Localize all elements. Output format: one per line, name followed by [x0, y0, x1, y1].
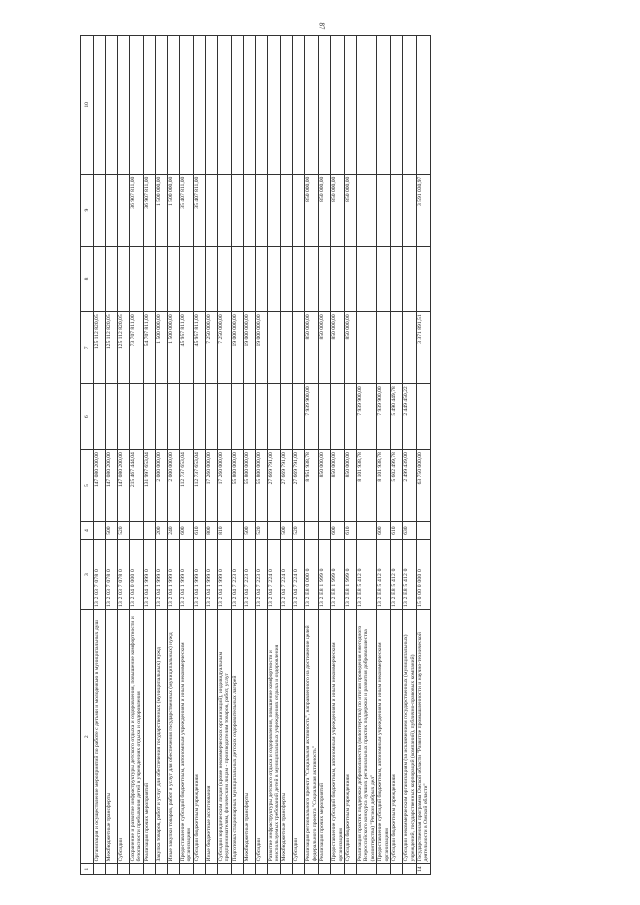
value-col9: 35 407 811,00 — [193, 174, 205, 246]
row-name: Иные закупки товаров, работ и услуг для обеспечения государственных (муниципальных) нужд — [167, 610, 179, 864]
row-code: 13 2 04 1 999 0 — [205, 540, 217, 610]
row-type — [94, 522, 106, 540]
row-code: 13 2 E8 5 412 0 — [391, 540, 403, 610]
table-row — [377, 36, 391, 875]
value-col9 — [205, 174, 217, 246]
row-type: 500 — [106, 522, 118, 540]
value-col9 — [403, 174, 417, 246]
value-col8 — [357, 246, 377, 312]
value-col7: 19 000 000,00 — [255, 312, 267, 384]
value-col8 — [118, 246, 130, 312]
value-col8 — [331, 246, 345, 312]
row-code: 13 2 04 1 999 0 — [179, 540, 193, 610]
value-col5: 5 602 499,78 — [391, 450, 403, 522]
value-col6 — [106, 384, 118, 450]
value-col7: 7 250 000,00 — [205, 312, 217, 384]
row-name: Иные бюджетные ассигнования — [205, 610, 217, 864]
row-name: Реализация регионального проекта "Социальная активность", направленного на достижение целей федерального проекта "Социальная активность" — [305, 610, 319, 864]
value-col10 — [143, 36, 155, 175]
table-row — [118, 36, 130, 875]
row-number — [179, 864, 193, 875]
row-number — [305, 864, 319, 875]
value-col9 — [267, 174, 281, 246]
row-code: 15 0 00 0 000 0 — [417, 540, 431, 610]
value-col6: 7 939 900,00 — [357, 384, 377, 450]
page-number: 87 — [317, 22, 326, 30]
row-number — [319, 864, 331, 875]
row-type: 600 — [179, 522, 193, 540]
row-name: Реализация прочих мероприятий — [319, 610, 331, 864]
col-header: 3 — [81, 540, 94, 610]
value-col10 — [217, 36, 231, 175]
row-code: 13 2 03 7 078 0 — [106, 540, 118, 610]
value-col8 — [417, 246, 431, 312]
value-col7 — [357, 312, 377, 384]
table-row — [305, 36, 319, 875]
row-number — [106, 864, 118, 875]
value-col5: 55 800 000,00 — [255, 450, 267, 522]
value-col7: 1 500 000,00 — [155, 312, 167, 384]
value-col8 — [255, 246, 267, 312]
table-row — [403, 36, 417, 875]
value-col6: 2 449 450,22 — [403, 384, 417, 450]
row-number — [281, 864, 293, 875]
table-row — [179, 36, 193, 875]
row-name: Субсидии бюджетным учреждениям — [391, 610, 403, 864]
row-code: 13 2 04 1 999 0 — [155, 540, 167, 610]
value-col9: 850 000,00 — [319, 174, 331, 246]
row-code: 13 2 04 1 999 0 — [217, 540, 231, 610]
row-name: Предоставление субсидий бюджетным, автономным учреждениям и иным некоммерческим организациям — [331, 610, 345, 864]
row-number — [345, 864, 357, 875]
row-code: 13 2 04 7 223 0 — [255, 540, 267, 610]
row-number — [155, 864, 167, 875]
row-type: 240 — [167, 522, 179, 540]
value-col6 — [331, 384, 345, 450]
row-name: Закупка товаров, работ и услуг для обеспечения государственных (муниципальных) нужд — [155, 610, 167, 864]
value-col8 — [293, 246, 305, 312]
row-type — [357, 522, 377, 540]
value-col9 — [255, 174, 267, 246]
budget-table — [80, 35, 431, 875]
value-col5: 8 951 938,78 — [305, 450, 319, 522]
table-row — [94, 36, 106, 875]
value-col6 — [205, 384, 217, 450]
value-col10 — [345, 36, 357, 175]
value-col7: 54 707 811,00 — [143, 312, 155, 384]
table-row — [130, 36, 144, 875]
value-col7 — [403, 312, 417, 384]
table-row — [167, 36, 179, 875]
value-col6 — [417, 384, 431, 450]
row-type: 810 — [217, 522, 231, 540]
row-number: 14 — [417, 864, 431, 875]
value-col9: 1 500 000,00 — [167, 174, 179, 246]
value-col8 — [231, 246, 243, 312]
col-header: 10 — [81, 36, 94, 175]
table-row — [243, 36, 255, 875]
row-type: 610 — [193, 522, 205, 540]
value-col7: 73 707 811,00 — [130, 312, 144, 384]
row-code: 13 2 04 1 999 0 — [143, 540, 155, 610]
value-col5: 8 101 938,78 — [357, 450, 377, 522]
value-col10 — [179, 36, 193, 175]
value-col7: 45 957 811,00 — [193, 312, 205, 384]
value-col6 — [267, 384, 281, 450]
row-number — [193, 864, 205, 875]
value-col10 — [255, 36, 267, 175]
value-col10 — [267, 36, 281, 175]
value-col7: 7 250 000,00 — [217, 312, 231, 384]
value-col5: 63 750 000,00 — [417, 450, 431, 522]
value-col7: 125 112 820,05 — [118, 312, 130, 384]
value-col6 — [281, 384, 293, 450]
value-col10 — [106, 36, 118, 175]
value-col7: 850 000,00 — [331, 312, 345, 384]
value-col7 — [377, 312, 391, 384]
row-type — [130, 522, 144, 540]
value-col7: 19 000 000,00 — [231, 312, 243, 384]
value-col10 — [281, 36, 293, 175]
value-col9 — [391, 174, 403, 246]
row-code: 13 2 03 7 078 0 — [94, 540, 106, 610]
row-number — [391, 864, 403, 875]
row-type: 600 — [331, 522, 345, 540]
value-col9 — [118, 174, 130, 246]
col-header: 4 — [81, 522, 94, 540]
table-row — [345, 36, 357, 875]
row-name: Субсидии — [255, 610, 267, 864]
value-col6 — [293, 384, 305, 450]
row-type: 610 — [345, 522, 357, 540]
row-type — [305, 522, 319, 540]
value-col6 — [231, 384, 243, 450]
value-col8 — [179, 246, 193, 312]
table-row — [155, 36, 167, 875]
value-col5: 147 080 200,00 — [106, 450, 118, 522]
table-row — [106, 36, 118, 875]
row-code: 13 2 04 1 999 0 — [193, 540, 205, 610]
value-col8 — [155, 246, 167, 312]
value-col6 — [143, 384, 155, 450]
row-name: Межбюджетные трансферты — [281, 610, 293, 864]
value-col9 — [106, 174, 118, 246]
value-col9 — [217, 174, 231, 246]
value-col9 — [94, 174, 106, 246]
value-col10 — [319, 36, 331, 175]
row-name: Субсидии бюджетным учреждениям — [345, 610, 357, 864]
value-col8 — [106, 246, 118, 312]
row-code: 13 2 04 7 223 0 — [243, 540, 255, 610]
row-code: 13 2 E8 5 412 0 — [403, 540, 417, 610]
value-col10 — [118, 36, 130, 175]
value-col8 — [217, 246, 231, 312]
value-col5: 112 737 653,04 — [179, 450, 193, 522]
value-col6 — [118, 384, 130, 450]
row-number — [243, 864, 255, 875]
value-col5: 17 260 000,00 — [217, 450, 231, 522]
row-number — [167, 864, 179, 875]
value-col7: 850 000,00 — [305, 312, 319, 384]
row-number — [331, 864, 345, 875]
row-type — [143, 522, 155, 540]
row-code: 13 2 04 1 999 0 — [167, 540, 179, 610]
value-col10 — [417, 36, 431, 175]
row-name: Предоставление субсидий бюджетным, автономным учреждениям и иным некоммерческим организациям — [377, 610, 391, 864]
value-col5: 112 737 653,04 — [193, 450, 205, 522]
row-name: Подготовка стационарных муниципальных детских оздоровительных лагерей — [231, 610, 243, 864]
value-col7 — [293, 312, 305, 384]
value-col6: 7 939 900,00 — [377, 384, 391, 450]
row-number — [143, 864, 155, 875]
table-row — [205, 36, 217, 875]
row-name: Предоставление субсидий бюджетным, автономным учреждениям и иным некоммерческим организациям — [179, 610, 193, 864]
value-col7: 125 112 820,05 — [106, 312, 118, 384]
value-col8 — [167, 246, 179, 312]
value-col8 — [267, 246, 281, 312]
table-row — [193, 36, 205, 875]
row-type: 610 — [391, 522, 403, 540]
row-number — [255, 864, 267, 875]
value-col8 — [319, 246, 331, 312]
row-name: Субсидии некоммерческим организациям (за исключением государственных (муниципальных) учреждений, государственных корпораций (компаний), публично-правовых компаний) — [403, 610, 417, 864]
value-col8 — [377, 246, 391, 312]
value-col5: 850 000,00 — [345, 450, 357, 522]
value-col10 — [305, 36, 319, 175]
value-col10 — [193, 36, 205, 175]
value-col5: 2 000 000,00 — [155, 450, 167, 522]
row-number — [293, 864, 305, 875]
table-row — [293, 36, 305, 875]
value-col10 — [94, 36, 106, 175]
value-col5: 2 499 439,00 — [403, 450, 417, 522]
row-type: 520 — [118, 522, 130, 540]
value-col7: 850 000,00 — [319, 312, 331, 384]
col-header: 5 — [81, 450, 94, 522]
value-col8 — [94, 246, 106, 312]
row-number — [205, 864, 217, 875]
value-col8 — [305, 246, 319, 312]
row-code: 13 2 E8 5 412 0 — [377, 540, 391, 610]
row-name: Сохранение и развитие инфраструктуры детского отдыха и оздоровления, повышение комфортности и безопасности пребывания детей в учреждениях отдыха и оздоровления — [130, 610, 144, 864]
row-number — [130, 864, 144, 875]
value-col5: 147 080 200,00 — [94, 450, 106, 522]
row-name: Межбюджетные трансферты — [243, 610, 255, 864]
row-name: Государственная программа Омской области "Развитие промышленности и научно-технической деятельности в Омской области" — [417, 610, 431, 864]
value-col7 — [391, 312, 403, 384]
value-col5: 850 000,00 — [331, 450, 345, 522]
value-col10 — [403, 36, 417, 175]
value-col5: 27 669 791,00 — [293, 450, 305, 522]
value-col8 — [391, 246, 403, 312]
value-col6 — [243, 384, 255, 450]
table-row — [217, 36, 231, 875]
table-row — [391, 36, 403, 875]
value-col9 — [243, 174, 255, 246]
row-code: 13 2 E8 1 999 0 — [319, 540, 331, 610]
row-type — [319, 522, 331, 540]
value-col6 — [319, 384, 331, 450]
table-row — [417, 36, 431, 875]
row-number — [217, 864, 231, 875]
value-col9: 36 907 811,00 — [130, 174, 144, 246]
row-number — [267, 864, 281, 875]
row-name: Реализация практик поддержки добровольчества (волонтерства) по итогам проведения ежегодного Всероссийского конкурса лучших региональных практик поддержки и развития добровольчества (волонтерства) "Регион добрых дел" — [357, 610, 377, 864]
row-name: Субсидии — [118, 610, 130, 864]
value-col10 — [357, 36, 377, 175]
value-col7 — [281, 312, 293, 384]
row-type: 500 — [243, 522, 255, 540]
value-col6 — [155, 384, 167, 450]
value-col6 — [193, 384, 205, 450]
col-header: 7 — [81, 312, 94, 384]
value-col9: 1 500 000,00 — [155, 174, 167, 246]
row-code: 13 2 04 7 224 0 — [293, 540, 305, 610]
value-col10 — [331, 36, 345, 175]
col-header: 6 — [81, 384, 94, 450]
row-number — [403, 864, 417, 875]
row-type — [231, 522, 243, 540]
value-col10 — [293, 36, 305, 175]
row-type: 520 — [255, 522, 267, 540]
value-col10 — [155, 36, 167, 175]
table-row — [267, 36, 281, 875]
value-col5: 55 800 000,00 — [243, 450, 255, 522]
col-header: 9 — [81, 174, 94, 246]
value-col9: 850 000,00 — [345, 174, 357, 246]
table-row — [255, 36, 267, 875]
value-col8 — [193, 246, 205, 312]
row-name: Организация и осуществление мероприятий по работе с детьми и молодежью в муниципальных душ — [94, 610, 106, 864]
row-name: Реализация прочих мероприятий — [143, 610, 155, 864]
value-col6: 5 490 449,78 — [391, 384, 403, 450]
value-col7: 850 000,00 — [345, 312, 357, 384]
value-col8 — [143, 246, 155, 312]
value-col5: 27 669 791,00 — [281, 450, 293, 522]
row-type: 600 — [377, 522, 391, 540]
table-row — [281, 36, 293, 875]
value-col5: 55 800 000,00 — [231, 450, 243, 522]
table-row — [357, 36, 377, 875]
row-code: 13 2 E8 5 412 0 — [357, 540, 377, 610]
value-col7: 3 371 891,51 — [417, 312, 431, 384]
table-row — [319, 36, 331, 875]
value-col6 — [179, 384, 193, 450]
row-type: 500 — [281, 522, 293, 540]
col-header: 2 — [81, 610, 94, 864]
value-col9 — [357, 174, 377, 246]
row-type — [267, 522, 281, 540]
col-header: 8 — [81, 246, 94, 312]
value-col5: 8 101 938,78 — [377, 450, 391, 522]
row-type: 520 — [293, 522, 305, 540]
row-type: 200 — [155, 522, 167, 540]
value-col7: 125 112 820,05 — [94, 312, 106, 384]
row-type — [417, 522, 431, 540]
value-col9: 35 407 811,00 — [179, 174, 193, 246]
value-col9: 3 591 030,97 — [417, 174, 431, 246]
row-code: 13 2 03 7 078 0 — [118, 540, 130, 610]
row-code: 13 2 04 0 000 0 — [130, 540, 144, 610]
value-col5: 131 997 653,04 — [143, 450, 155, 522]
value-col6 — [217, 384, 231, 450]
row-type: 630 — [403, 522, 417, 540]
row-code: 13 2 04 7 224 0 — [267, 540, 281, 610]
value-col6: 7 939 900,00 — [305, 384, 319, 450]
value-col7: 1 500 000,00 — [167, 312, 179, 384]
table-row — [331, 36, 345, 875]
value-col10 — [377, 36, 391, 175]
row-type: 800 — [205, 522, 217, 540]
value-col7 — [267, 312, 281, 384]
value-col6 — [255, 384, 267, 450]
value-col7: 19 000 000,00 — [243, 312, 255, 384]
value-col9: 36 907 811,00 — [143, 174, 155, 246]
row-number — [357, 864, 377, 875]
row-code: 13 2 E8 0 000 0 — [305, 540, 319, 610]
value-col10 — [205, 36, 217, 175]
value-col7: 45 957 811,00 — [179, 312, 193, 384]
value-col5: 850 000,00 — [319, 450, 331, 522]
header-row — [81, 36, 94, 875]
row-code: 13 2 E8 1 999 0 — [331, 540, 345, 610]
row-name: Развитие инфраструктуры детского отдыха и оздоровления, повышение комфортности и неиспользуемых требований детей в муниципальных учреждениях отдыха и оздоровления — [267, 610, 281, 864]
value-col9: 850 000,00 — [331, 174, 345, 246]
row-number — [94, 864, 106, 875]
col-header: 1 — [81, 864, 94, 875]
value-col5: 27 669 791,00 — [267, 450, 281, 522]
row-name: Межбюджетные трансферты — [106, 610, 118, 864]
value-col8 — [403, 246, 417, 312]
value-col5: 17 260 000,00 — [205, 450, 217, 522]
value-col6 — [345, 384, 357, 450]
row-code: 13 2 04 7 223 0 — [231, 540, 243, 610]
value-col5: 215 467 444,04 — [130, 450, 144, 522]
value-col8 — [281, 246, 293, 312]
value-col8 — [243, 246, 255, 312]
value-col8 — [345, 246, 357, 312]
value-col8 — [205, 246, 217, 312]
row-code: 13 2 E8 1 999 0 — [345, 540, 357, 610]
value-col10 — [243, 36, 255, 175]
row-name: Субсидии юридическим лицам (кроме некоммерческих организаций), индивидуальным предпринимателям, физическим лицам - производителям товаров, работ, услуг — [217, 610, 231, 864]
value-col10 — [391, 36, 403, 175]
value-col8 — [130, 246, 144, 312]
value-col6 — [130, 384, 144, 450]
row-code: 13 2 04 7 224 0 — [281, 540, 293, 610]
value-col9 — [231, 174, 243, 246]
row-number — [118, 864, 130, 875]
value-col10 — [167, 36, 179, 175]
value-col9 — [293, 174, 305, 246]
value-col10 — [130, 36, 144, 175]
row-name: Субсидии бюджетным учреждениям — [193, 610, 205, 864]
row-name: Субсидии — [293, 610, 305, 864]
table-row — [143, 36, 155, 875]
value-col9 — [377, 174, 391, 246]
table-row — [231, 36, 243, 875]
value-col6 — [167, 384, 179, 450]
row-number — [377, 864, 391, 875]
value-col5: 147 080 200,00 — [118, 450, 130, 522]
value-col5: 2 000 000,00 — [167, 450, 179, 522]
value-col9: 850 000,00 — [305, 174, 319, 246]
value-col9 — [281, 174, 293, 246]
value-col6 — [94, 384, 106, 450]
row-number — [231, 864, 243, 875]
value-col10 — [231, 36, 243, 175]
